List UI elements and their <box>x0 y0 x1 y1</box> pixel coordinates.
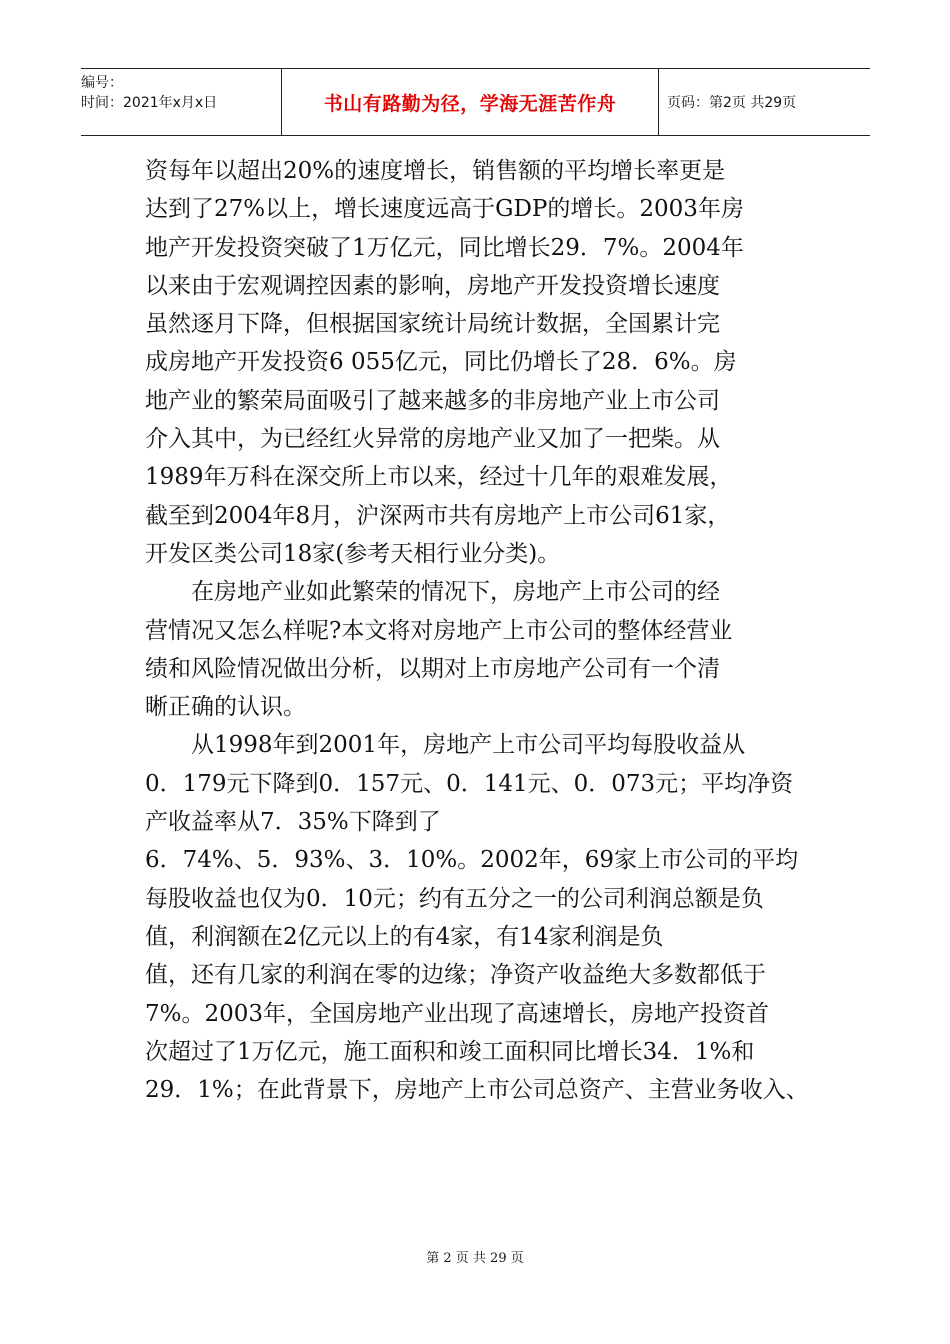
header-meta <box>81 69 281 135</box>
body-line: 成房地产开发投资6 055亿元，同比仍增长了28．6%。房 <box>145 349 737 376</box>
page-header <box>81 68 870 136</box>
body-line: 地产业的繁荣局面吸引了越来越多的非房地产业上市公司 <box>145 387 720 414</box>
body-line: 截至到2004年8月，沪深两市共有房地产上市公司61家， <box>145 502 731 529</box>
body-line: 次超过了1万亿元，施工面积和竣工面积同比增长34．1%和 <box>145 1038 755 1065</box>
footer-page-number: 第 2 页 共 29 页 <box>426 1251 524 1266</box>
body-line: 0．179元下降到0．157元、0．141元、0．073元；平均净资 <box>145 770 794 797</box>
body-line: 产收益率从7．35%下降到了 <box>145 809 441 836</box>
body-line: 营情况又怎么样呢?本文将对房地产上市公司的整体经营业 <box>145 617 733 644</box>
body-line: 虽然逐月下降，但根据国家统计局统计数据，全国累计完 <box>145 311 720 338</box>
body-line: 29．1%；在此背景下，房地产上市公司总资产、主营业务收入、 <box>145 1077 809 1104</box>
body-line: 晰正确的认识。 <box>145 694 306 721</box>
body-line: 开发区类公司18家(参考天相行业分类)。 <box>145 540 561 567</box>
number-label: 编号： <box>81 75 123 91</box>
body-line: 1989年万科在深交所上市以来，经过十几年的艰难发展， <box>145 464 733 491</box>
page-footer <box>0 1247 950 1266</box>
body-line: 值，还有几家的利润在零的边缘；净资产收益绝大多数都低于 <box>145 962 766 989</box>
header-page-cell <box>659 69 870 135</box>
header-motto-cell <box>281 69 659 135</box>
body-line: 每股收益也仅为0．10元；约有五分之一的公司利润总额是负 <box>145 885 764 912</box>
document-body <box>145 152 825 1109</box>
body-line: 值，利润额在2亿元以上的有4家，有14家利润是负 <box>145 923 664 950</box>
body-line: 资每年以超出20%的速度增长，销售额的平均增长率更是 <box>145 158 726 184</box>
body-line: 介入其中，为已经红火异常的房地产业又加了一把柴。从 <box>145 426 720 453</box>
motto-text: 书山有路勤为径，学海无涯苦作舟 <box>323 92 617 115</box>
body-line: 绩和风险情况做出分析，以期对上市房地产公司有一个清 <box>145 655 720 682</box>
date-label: 时间：2021年x月x日 <box>81 95 218 111</box>
body-line: 在房地产业如此繁荣的情况下，房地产上市公司的经 <box>145 579 720 606</box>
page-info: 页码：第2页 共29页 <box>667 95 797 111</box>
body-line: 达到了27%以上，增长速度远高于GDP的增长。2003年房 <box>145 196 744 223</box>
body-line: 从1998年到2001年，房地产上市公司平均每股收益从 <box>145 732 746 759</box>
body-line: 地产开发投资突破了1万亿元，同比增长29．7%。2004年 <box>145 234 744 261</box>
body-line: 6．74%、5．93%、3．10%。2002年，69家上市公司的平均 <box>145 847 799 874</box>
body-line: 以来由于宏观调控因素的影响，房地产开发投资增长速度 <box>145 272 720 299</box>
body-line: 7%。2003年，全国房地产业出现了高速增长，房地产投资首 <box>145 1000 770 1027</box>
